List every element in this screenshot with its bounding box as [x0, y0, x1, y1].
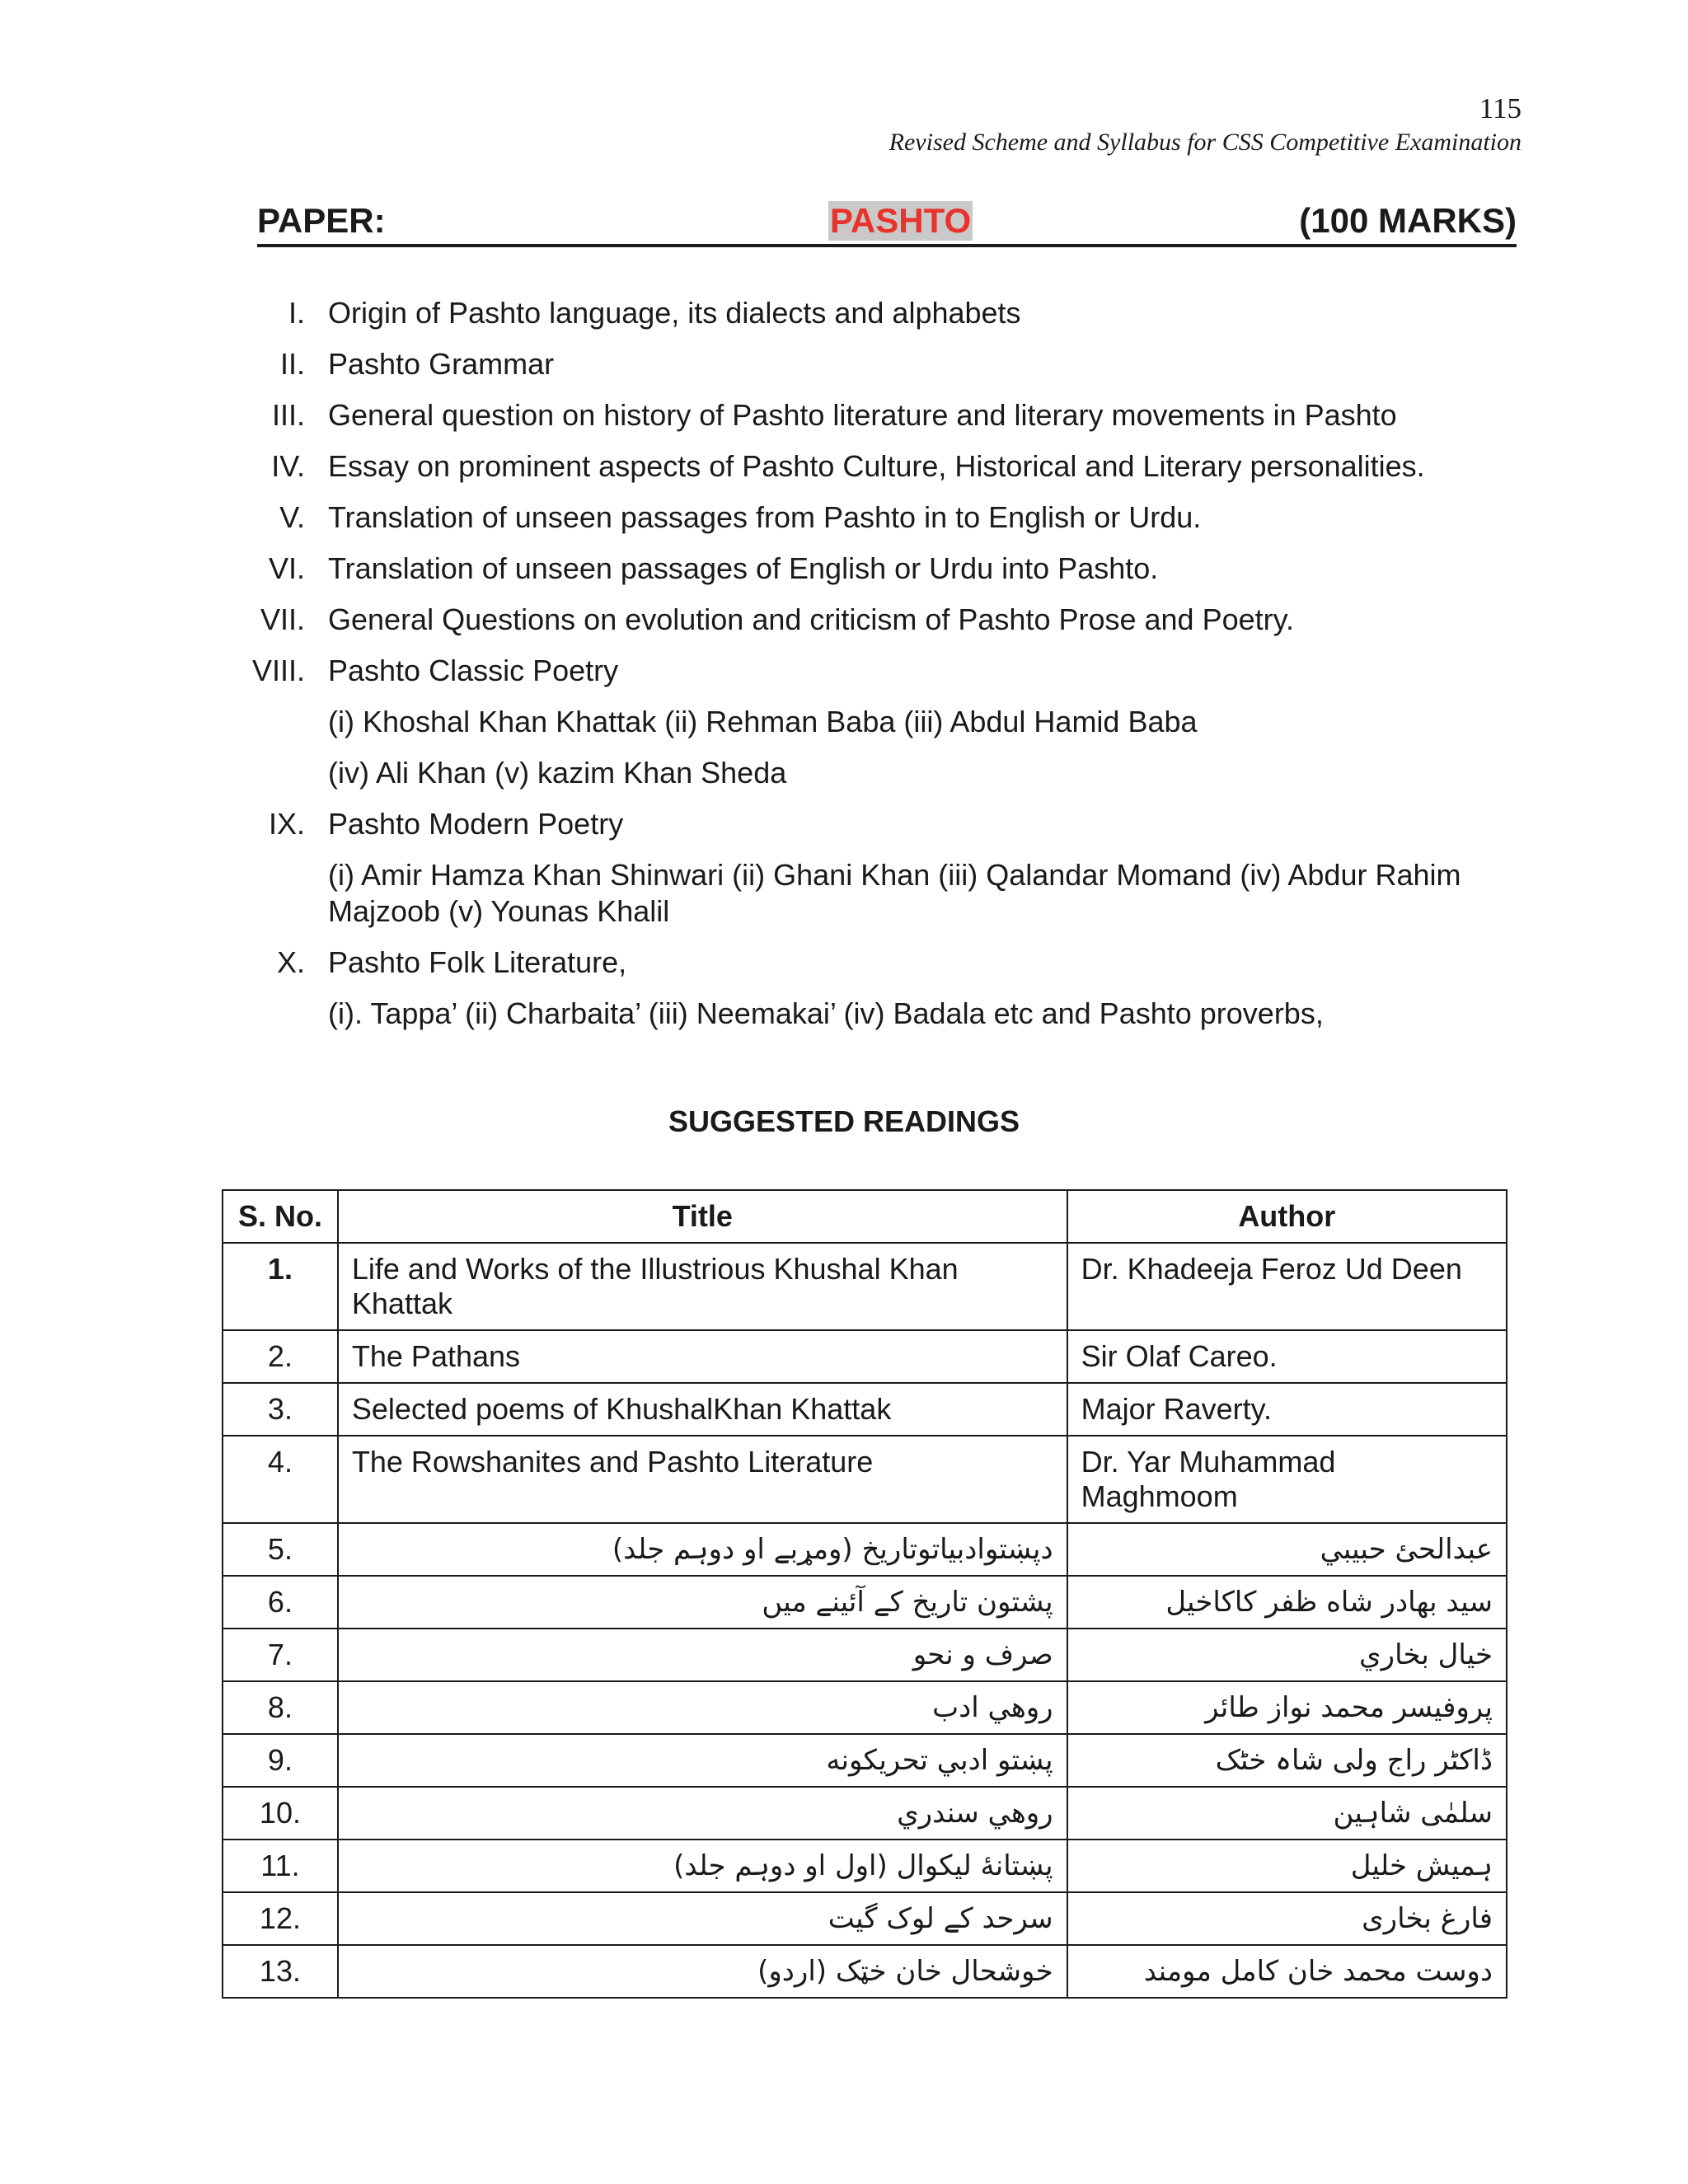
column-header-sno: S. No. — [223, 1190, 338, 1243]
syllabus-item-text: Pashto Classic Poetry — [328, 654, 619, 687]
cell-sno: 8. — [223, 1681, 338, 1734]
column-header-title: Title — [338, 1190, 1067, 1243]
cell-sno: 3. — [223, 1383, 338, 1436]
syllabus-item-number: VII. — [260, 602, 305, 636]
cell-sno: 5. — [223, 1523, 338, 1576]
cell-title: دپښتوادبیاتوتاریخ (ومړبے او دوہم جلد) — [338, 1523, 1067, 1576]
cell-title: پشتون تاریخ کے آئینے میں — [338, 1576, 1067, 1629]
table-row — [223, 1629, 1507, 1681]
table-row — [223, 1576, 1507, 1629]
syllabus-item-number: V. — [279, 500, 305, 534]
cell-sno: 12. — [223, 1892, 338, 1945]
cell-sno: 4. — [223, 1436, 338, 1523]
cell-author: عبدالحئ حبيبي — [1067, 1523, 1507, 1576]
cell-sno: 10. — [223, 1787, 338, 1840]
table-row — [223, 1383, 1507, 1436]
readings-heading: SUGGESTED READINGS — [668, 1104, 1020, 1138]
syllabus-item-number: I. — [288, 296, 305, 330]
cell-author: فارغ بخاری — [1067, 1892, 1507, 1945]
table-row — [223, 1787, 1507, 1840]
table-row — [223, 1840, 1507, 1892]
running-header: Revised Scheme and Syllabus for CSS Competitive Examination — [889, 129, 1522, 156]
column-header-author: Author — [1067, 1190, 1507, 1243]
syllabus-item-text: Origin of Pashto language, its dialects and alphabets — [328, 296, 1021, 330]
table-row — [223, 1892, 1507, 1945]
table-row — [223, 1945, 1507, 1998]
syllabus-item-text: General Questions on evolution and criticism of Pashto Prose and Poetry. — [328, 602, 1294, 636]
page-number: 115 — [1479, 92, 1522, 124]
syllabus-item-text: Pashto Grammar — [328, 347, 555, 381]
syllabus-subitem: (i) Khoshal Khan Khattak (ii) Rehman Baba (iii) Abdul Hamid Baba — [328, 705, 1198, 738]
cell-title: Life and Works of the Illustrious Khushal Khan Khattak — [338, 1243, 1067, 1330]
cell-title: The Pathans — [338, 1330, 1067, 1383]
table-row — [223, 1681, 1507, 1734]
readings-table — [222, 1189, 1507, 1999]
cell-author: پروفیسر محمد نواز طائر — [1067, 1681, 1507, 1734]
paper-marks: (100 MARKS) — [1299, 201, 1517, 240]
syllabus-item-text: Pashto Modern Poetry — [328, 807, 624, 841]
cell-title: پښتانۀ لیکوال (اول او دوہم جلد) — [338, 1840, 1067, 1892]
cell-sno: 2. — [223, 1330, 338, 1383]
cell-author: Major Raverty. — [1067, 1383, 1507, 1436]
cell-sno: 7. — [223, 1629, 338, 1681]
syllabus-item-number: III. — [271, 398, 305, 432]
cell-author: سید بهادر شاه ظفر کاکاخیل — [1067, 1576, 1507, 1629]
cell-title: روهي ادب — [338, 1681, 1067, 1734]
syllabus-subitem: (i) Amir Hamza Khan Shinwari (ii) Ghani Khan (iii) Qalandar Momand (iv) Abdur Rahim Majzoob (v) Younas Khalil — [328, 858, 1461, 928]
table-row — [223, 1734, 1507, 1787]
cell-title: The Rowshanites and Pashto Literature — [338, 1436, 1067, 1523]
paper-subject: PASHTO — [830, 201, 972, 240]
cell-sno: 6. — [223, 1576, 338, 1629]
cell-author: ہمیش خلیل — [1067, 1840, 1507, 1892]
table-row — [223, 1436, 1507, 1523]
cell-author: دوست محمد خان کامل مومند — [1067, 1945, 1507, 1998]
cell-author: ڈاکٹر راج ولی شاہ خٹک — [1067, 1734, 1507, 1787]
syllabus-subitem: (i). Tappa’ (ii) Charbaita’ (iii) Neemakai’ (iv) Badala etc and Pashto proverbs, — [328, 996, 1324, 1030]
cell-title: روهي سندري — [338, 1787, 1067, 1840]
syllabus-item-number: II. — [279, 347, 305, 381]
cell-title: سرحد کے لوک گیت — [338, 1892, 1067, 1945]
syllabus-item-text: Translation of unseen passages of English or Urdu into Pashto. — [328, 551, 1159, 585]
cell-sno: 13. — [223, 1945, 338, 1998]
paper-header — [257, 198, 1517, 247]
cell-author: Dr. Yar Muhammad Maghmoom — [1067, 1436, 1507, 1523]
paper-label: PAPER: — [257, 201, 386, 240]
syllabus-item-number: VIII. — [251, 654, 305, 687]
table-row — [223, 1330, 1507, 1383]
syllabus-subitem: (iv) Ali Khan (v) kazim Khan Sheda — [328, 756, 787, 790]
cell-sno: 9. — [223, 1734, 338, 1787]
syllabus-item-text: Essay on prominent aspects of Pashto Culture, Historical and Literary personalities. — [328, 449, 1425, 483]
table-row — [223, 1523, 1507, 1576]
table-row — [223, 1243, 1507, 1330]
syllabus-item-text: Pashto Folk Literature, — [328, 945, 627, 979]
cell-title: صرف و نحو — [338, 1629, 1067, 1681]
syllabus-item-text: General question on history of Pashto literature and literary movements in Pashto — [328, 398, 1397, 432]
syllabus-item-number: VI. — [268, 551, 305, 585]
cell-author: Dr. Khadeeja Feroz Ud Deen — [1067, 1243, 1507, 1330]
cell-title: خوشحال خان خټک (اردو) — [338, 1945, 1067, 1998]
syllabus-item-number: IX. — [268, 807, 305, 841]
cell-sno: 1. — [223, 1243, 338, 1330]
cell-title: Selected poems of KhushalKhan Khattak — [338, 1383, 1067, 1436]
cell-author: سلمٰی شاہین — [1067, 1787, 1507, 1840]
syllabus-item-number: X. — [276, 945, 305, 979]
cell-author: خيال بخاري — [1067, 1629, 1507, 1681]
table-header-row — [223, 1190, 1507, 1243]
cell-title: پښتو ادبي تحريکونه — [338, 1734, 1067, 1787]
cell-author: Sir Olaf Careo. — [1067, 1330, 1507, 1383]
syllabus-item-number: IV. — [271, 449, 305, 483]
syllabus-item-text: Translation of unseen passages from Pashto in to English or Urdu. — [328, 500, 1202, 534]
cell-sno: 11. — [223, 1840, 338, 1892]
